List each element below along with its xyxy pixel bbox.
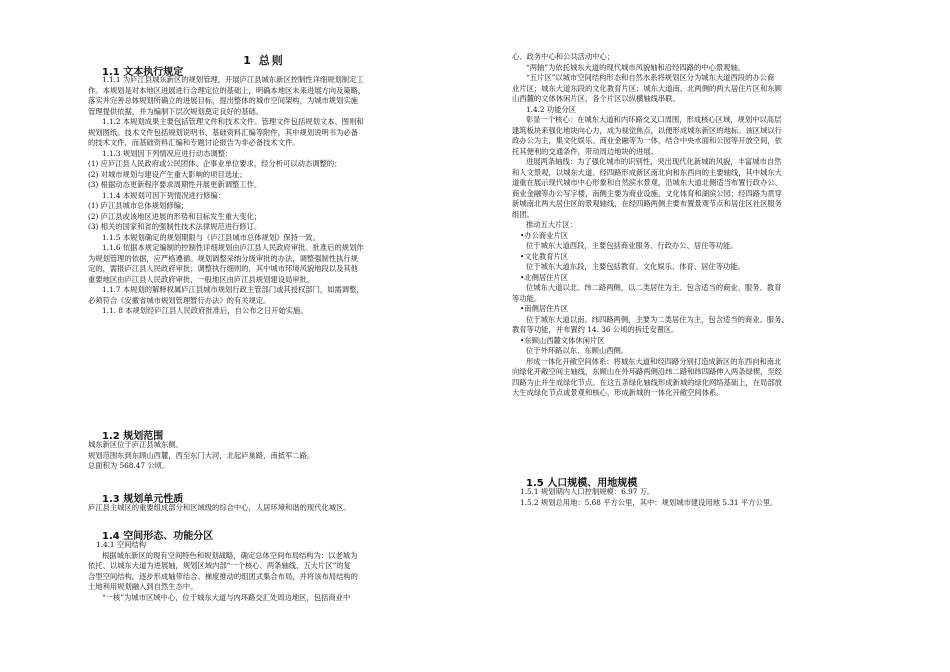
- text-line: 进展两条轴线：为了强化城市的识别性，突出现代化新城的风貌，丰富城市自然: [526, 157, 782, 166]
- text-line: 业片区；城东大道东段的文化教育片区；城东大道南、北两侧的两大居住片区和东顾: [512, 83, 782, 93]
- text-line: 商业金融等办公写字楼，南侧主要为商业设施、文化体育和湖滨公园；经四路为贯穿: [512, 188, 782, 198]
- text-line: 合型空间结构。逐步形成轴带结合、梯度推动的组团式集合布局，并将该布局结构的: [88, 571, 358, 581]
- text-line: 道重在展示现代城市中心形象和自然滨水景观，沿城东大道北侧适当布置行政办公、: [512, 178, 782, 187]
- text-line: 土地利用规划融入到自然生态中。: [88, 582, 198, 591]
- chapter-title: 1 总则: [243, 54, 285, 67]
- section-1-5-body: [512, 487, 864, 508]
- text-line: 四路为止并生成绿化节点。在这五条绿化轴线形成新城的绿化网络基础上，在局部放: [512, 377, 782, 387]
- text-line: 1.1. 8 本规划经庐江县人民政府批准后，自公布之日开始实施。: [102, 306, 308, 315]
- text-line: 托其便利的交通条件，带动周边地块的进展。: [512, 146, 658, 156]
- text-line: 推动五大片区：: [526, 220, 578, 229]
- section-1-1-heading: 1.1 文本执行规定: [102, 67, 184, 78]
- text-line: 新城南北两大居住区的景观轴线，在经四路两侧主要布置景观节点和居住区社区服务: [512, 199, 782, 208]
- text-line: 1.1.6 依据本规定编制的控制性详细规划由庐江县人民政府审批。批准后的规划作: [102, 243, 364, 252]
- text-line: 1.4.1 空间结构: [96, 540, 147, 549]
- text-line: 城东新区位于庐江县城东侧。: [88, 440, 183, 449]
- text-line: 大生成绿化节点或景观和核心，形成新城的一体化开敞空间体系。: [512, 388, 724, 397]
- text-line: 1.1.4 本规划可因下列情况进行修编：: [102, 190, 226, 200]
- text-line: 落实并完善总体规划所确立的进展目标，提出整体的城市空间架构，为城市规划实施: [88, 96, 358, 105]
- text-line: 必须符合《安徽省城市规划管理暂行办法》的有关规定。: [88, 295, 271, 305]
- text-line: 规划范围东到东顾山西麓，西至东门大河，北起庐巢路，南抵军二路。: [88, 450, 315, 460]
- text-line: 规划图纸。技术文件包括规划说明书、基础资料汇编等附件，其中规划说明书为必备: [88, 127, 358, 137]
- text-line: 1.1.3 规划因下列情况应进行动态调整：: [102, 148, 233, 158]
- text-line: 位城东大道以北、纬二路两侧，以二类居住为主、包含适当的商业、服务、教育: [526, 283, 782, 292]
- text-line: 教育等功能，并布置约 14. 36 公顷的拆迁安置区。: [512, 325, 679, 334]
- text-line: 重要地区由庐江县人民政府审批，一般地区由庐江县规划建设局审批。: [88, 274, 315, 284]
- text-line: 山西麓的文体休闲片区，各个片区以纵横轴线串联。: [512, 94, 680, 103]
- text-line: 的技术文件，而基础资料汇编和专题讨论报告为非必备技术文件。: [88, 138, 300, 147]
- text-line: 政办公为主，集文化娱乐、商业金融等为一体，结合中央水面和公园等开放空间，依: [512, 136, 782, 145]
- text-line: •文化教育片区: [520, 251, 569, 261]
- section-1-3-body: [88, 503, 440, 514]
- section-1-3-heading: 1.3 规划单元性质: [102, 494, 184, 505]
- text-line: 1.1.7 本规划的解释权属庐江县城市规划行政主管部门或其授权部门，如需调整，: [102, 285, 364, 294]
- text-line: 建筑板块来强化地块向心力，成为视觉焦点，以便形成城东新区的地标。该区域以行: [512, 125, 782, 135]
- section-1-4-body-right: [512, 52, 864, 399]
- text-line: 组团。: [512, 209, 534, 219]
- text-line: (3) 根据动态更新程序要求周期性开展更新调整工作。: [88, 180, 262, 189]
- text-line: 总面积为 568.47 公顷。: [88, 461, 170, 470]
- text-line: 等功能。: [512, 293, 542, 303]
- section-1-2-heading: 1.2 规划范围: [102, 431, 164, 442]
- text-line: “五片区”以城市空间结构形态和自然水系将规划区分为城东大道西段的办公商: [526, 73, 775, 82]
- text-line: 庐江县主城区的重要组成部分和区域级的综合中心，人居环境和谐的现代化城区。: [88, 503, 351, 512]
- section-1-1-body: [88, 75, 440, 317]
- text-line: 管理提供依据，并为编制下层次规划奠定良好的基础。: [88, 106, 264, 116]
- text-line: “两轴”为依托城东大道的现代城市风貌轴和沿经四路的中心景观轴。: [526, 62, 746, 72]
- text-line: 位于城东大道以南、纬四路两侧，主要为二类居住为主，包含适当的商业、服务、: [526, 314, 789, 324]
- text-line: “一核”为城市区域中心，位于城东大道与内环路交汇处周边地区，包括商业中: [102, 592, 351, 602]
- section-1-4-heading: 1.4 空间形态、功能分区: [102, 531, 214, 542]
- text-line: 位于城东大道西段，主要包括商业服务、行政办公、居住等功能。: [526, 241, 738, 250]
- text-line: (1) 应庐江县人民政府或公民团体、企事业单位要求，经分析可以动态调整的；: [88, 159, 342, 168]
- section-1-4-body-left: [88, 540, 440, 603]
- text-line: •南侧居住片区: [520, 304, 569, 313]
- text-line: (3) 相关的国家和省的强制性技术法律规范进行修订。: [88, 222, 262, 231]
- text-line: 位于外环路以东、东顾山西侧。: [526, 346, 629, 355]
- text-line: (1) 庐江县城市总体规划修编；: [88, 201, 189, 210]
- text-line: •北侧居住片区: [520, 272, 569, 282]
- text-line: 1.4.2 功能分区: [526, 104, 577, 114]
- text-line: 心、政务中心和公共活动中心；: [512, 52, 615, 61]
- text-line: 根据城东新区的现有空间特色和规划战略，确定总体空间布局结构为：以老城为: [102, 550, 358, 560]
- text-line: 和人文景观，以城东大道、经四路形成新区南北向和东西向的主要轴线，其中城东大: [512, 167, 782, 177]
- text-line: (2) 庐江县或该地区进展的形势和目标发生重大变化；: [88, 211, 262, 221]
- text-line: 依托、以城东大道为进展轴，规划区域内部“一个核心、两条轴线、五大片区”的复: [88, 561, 351, 570]
- section-1-5-heading: 1.5 人口规模、用地规模: [526, 478, 638, 489]
- text-line: (2) 对城市规划与建设产生重大影响的项目选址；: [88, 169, 247, 179]
- text-line: 位于城东大道东段，主要包括教育、文化娱乐、体育、居住等功能。: [526, 262, 745, 271]
- text-line: 1.1.2 本规划成果主要包括管理文件和技术文件。管理文件包括规划文本、图则和: [102, 117, 364, 126]
- text-line: 向绿化开敞空间主轴线，东顾山在外环路两侧沿纬二路和纬四路伸入两条绿楔，至经: [512, 367, 782, 376]
- text-line: 定的，需报庐江县人民政府审批；调整执行细则的，其中城市环境风貌地段以及其他: [88, 264, 358, 273]
- text-line: 形成一体化开敞空间体系：将城东大道和经四路分别打造成新区的东西向和南北: [526, 356, 782, 366]
- text-line: 彰显一个核心：在城东大道和内环路交叉口周围，形成核心区域，规划中以高层: [526, 115, 782, 124]
- text-line: 1.5.1 规划期内人口控制规模：6.97 万。: [520, 487, 655, 496]
- text-line: 1.1.1 为庐江县城东新区的规划管理，开展庐江县城东新区控制性详细规划制定工: [102, 75, 364, 84]
- section-1-2-body: [88, 440, 440, 472]
- text-line: •东顾山西麓文体休闲片区: [520, 335, 605, 345]
- text-line: 1.1.5 本规划确定的规划期限与《庐江县城市总体规划》保持一致。: [102, 232, 320, 242]
- text-line: 1.5.2 规划总用地：5.68 平方公里，其中：规划城市建设用地 5.31 平方公里。: [520, 497, 778, 507]
- text-line: •办公商业片区: [520, 230, 569, 240]
- text-line: 为规划管理的依据，应严格遵循。规划调整采纳分级审批的办法，调整强制性执行规: [88, 253, 358, 263]
- text-line: 作。本规划是对本地区进展进行合理定位的基础上，明确本地区未来进展方向及策略，: [88, 85, 366, 95]
